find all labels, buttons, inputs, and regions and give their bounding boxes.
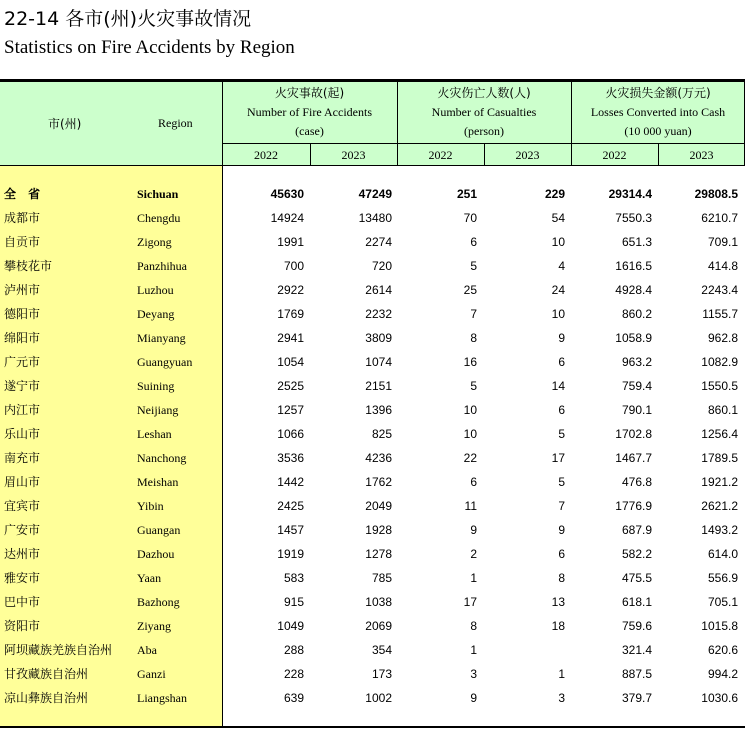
row-value: 1257	[277, 403, 304, 417]
row-city: 凉山彝族自治州	[4, 691, 89, 705]
row-value: 251	[456, 187, 477, 201]
header-region: Region	[158, 116, 193, 130]
row-value: 228	[283, 667, 304, 681]
row-value: 790.1	[621, 403, 652, 417]
table-row	[0, 686, 745, 710]
row-value: 11	[464, 499, 477, 513]
row-value: 414.8	[707, 259, 738, 273]
row-city: 全 省	[4, 187, 45, 201]
row-region: Leshan	[137, 427, 172, 441]
row-value: 17	[551, 451, 565, 465]
row-value: 582.2	[621, 547, 652, 561]
row-value: 1074	[365, 355, 392, 369]
row-value: 3536	[277, 451, 304, 465]
row-value: 13	[551, 595, 565, 609]
row-region: Luzhou	[137, 283, 174, 297]
row-value: 2151	[365, 379, 392, 393]
row-region: Zigong	[137, 235, 172, 249]
row-value: 7	[558, 499, 565, 513]
row-value: 3809	[365, 331, 392, 345]
row-city: 雅安市	[4, 571, 41, 585]
row-value: 1789.5	[701, 451, 738, 465]
table-row	[0, 494, 745, 518]
row-value: 10	[551, 307, 565, 321]
row-city: 德阳市	[4, 307, 41, 321]
row-value: 1058.9	[615, 331, 652, 345]
row-value: 379.7	[621, 691, 652, 705]
row-value: 13480	[358, 211, 392, 225]
row-value: 1082.9	[701, 355, 738, 369]
row-value: 25	[463, 283, 477, 297]
row-value: 6	[558, 547, 565, 561]
row-value: 915	[283, 595, 304, 609]
grid-line	[222, 143, 745, 144]
row-region: Bazhong	[137, 595, 180, 609]
row-value: 2049	[365, 499, 392, 513]
row-city: 内江市	[4, 403, 41, 417]
row-value: 173	[371, 667, 392, 681]
table-row	[0, 542, 745, 566]
row-value: 229	[544, 187, 565, 201]
group-en: Losses Converted into Cash	[590, 105, 726, 119]
group-cn: 火灾伤亡人数(人)	[437, 86, 531, 100]
row-value: 5	[470, 259, 477, 273]
row-value: 22	[463, 451, 477, 465]
row-city: 成都市	[4, 211, 41, 225]
row-value: 321.4	[621, 643, 652, 657]
table-row	[0, 230, 745, 254]
year-header: 2022	[254, 148, 278, 162]
row-value: 2	[470, 547, 477, 561]
row-value: 759.6	[621, 619, 652, 633]
year-header: 2023	[341, 148, 366, 162]
row-region: Nanchong	[137, 451, 187, 465]
row-value: 18	[551, 619, 565, 633]
row-value: 1	[558, 667, 565, 681]
row-region: Mianyang	[137, 331, 186, 345]
table-title-cn: 22-14 各市(州)火灾事故情况	[4, 8, 252, 30]
row-city: 自贡市	[4, 235, 41, 249]
row-value: 1066	[277, 427, 304, 441]
grid-line	[397, 82, 398, 166]
row-value: 2274	[365, 235, 392, 249]
row-city: 绵阳市	[4, 331, 41, 345]
row-value: 1550.5	[701, 379, 738, 393]
row-value: 1002	[365, 691, 392, 705]
table-row	[0, 446, 745, 470]
row-value: 9	[470, 691, 477, 705]
row-value: 1	[470, 643, 477, 657]
bottom-rule	[0, 726, 745, 728]
row-value: 5	[558, 427, 565, 441]
row-city: 攀枝花市	[4, 259, 53, 273]
row-city: 甘孜藏族自治州	[4, 667, 89, 681]
row-value: 1442	[277, 475, 304, 489]
row-city: 宜宾市	[4, 499, 41, 513]
row-value: 1396	[365, 403, 392, 417]
row-value: 700	[283, 259, 304, 273]
row-value: 2243.4	[701, 283, 738, 297]
row-value: 1769	[277, 307, 304, 321]
row-value: 1616.5	[615, 259, 652, 273]
table-row	[0, 254, 745, 278]
row-value: 1991	[277, 235, 304, 249]
table-row	[0, 374, 745, 398]
row-value: 16	[463, 355, 477, 369]
row-value: 620.6	[707, 643, 738, 657]
row-value: 14924	[270, 211, 304, 225]
row-city: 眉山市	[4, 475, 41, 489]
row-value: 1	[470, 571, 477, 585]
row-value: 687.9	[621, 523, 652, 537]
group-header-losses	[571, 84, 745, 141]
row-region: Panzhihua	[137, 259, 187, 273]
row-value: 1278	[365, 547, 392, 561]
group-cn: 火灾事故(起)	[274, 86, 345, 100]
row-city: 资阳市	[4, 619, 41, 633]
row-value: 1919	[277, 547, 304, 561]
row-value: 10	[551, 235, 565, 249]
row-value: 9	[558, 331, 565, 345]
row-region: Yibin	[137, 499, 164, 513]
table-row	[0, 302, 745, 326]
row-value: 6	[470, 475, 477, 489]
row-value: 1762	[365, 475, 392, 489]
table-row	[0, 662, 745, 686]
row-value: 9	[470, 523, 477, 537]
row-value: 887.5	[621, 667, 652, 681]
group-cn: 火灾损失金额(万元)	[605, 86, 711, 100]
group-unit: (10 000 yuan)	[624, 124, 692, 138]
year-header: 2023	[515, 148, 540, 162]
row-city: 广安市	[4, 523, 41, 537]
row-value: 651.3	[621, 235, 652, 249]
row-city: 乐山市	[4, 427, 41, 441]
row-value: 6	[470, 235, 477, 249]
row-city: 广元市	[4, 355, 41, 369]
row-value: 1467.7	[615, 451, 652, 465]
row-value: 3	[470, 667, 477, 681]
row-value: 614.0	[707, 547, 738, 561]
row-value: 47249	[358, 187, 392, 201]
row-value: 10	[463, 427, 477, 441]
row-value: 1928	[365, 523, 392, 537]
row-value: 705.1	[707, 595, 738, 609]
year-header: 2022	[428, 148, 453, 162]
row-value: 288	[283, 643, 304, 657]
table-row	[0, 638, 745, 662]
row-region: Chengdu	[137, 211, 181, 225]
row-value: 7550.3	[615, 211, 652, 225]
row-value: 17	[463, 595, 477, 609]
row-value: 785	[371, 571, 392, 585]
table-row	[0, 470, 745, 494]
row-city: 遂宁市	[4, 379, 41, 393]
row-value: 1054	[277, 355, 304, 369]
row-value: 6	[558, 355, 565, 369]
grid-line	[222, 82, 223, 166]
row-value: 556.9	[707, 571, 738, 585]
row-value: 618.1	[621, 595, 652, 609]
table-title-en: Statistics on Fire Accidents by Region	[4, 37, 295, 58]
row-value: 962.8	[707, 331, 738, 345]
table-row-total	[0, 182, 745, 206]
row-value: 1493.2	[701, 523, 738, 537]
row-city: 阿坝藏族羌族自治州	[4, 643, 113, 657]
row-region: Aba	[137, 643, 157, 657]
row-region: Guangyuan	[137, 355, 193, 369]
table-row	[0, 566, 745, 590]
row-value: 2621.2	[701, 499, 738, 513]
table-row	[0, 398, 745, 422]
row-value: 8	[470, 619, 477, 633]
row-value: 1030.6	[701, 691, 738, 705]
row-value: 4928.4	[615, 283, 652, 297]
row-value: 860.2	[621, 307, 652, 321]
row-region: Liangshan	[137, 691, 187, 705]
row-value: 2425	[277, 499, 304, 513]
row-value: 963.2	[621, 355, 652, 369]
grid-line	[310, 143, 311, 166]
row-value: 6	[558, 403, 565, 417]
row-value: 2069	[365, 619, 392, 633]
grid-line	[571, 82, 572, 166]
row-value: 14	[551, 379, 565, 393]
row-value: 3	[558, 691, 565, 705]
row-value: 709.1	[707, 235, 738, 249]
year-header: 2023	[689, 148, 714, 162]
row-value: 2922	[277, 283, 304, 297]
row-value: 759.4	[621, 379, 652, 393]
row-value: 5	[470, 379, 477, 393]
table-row	[0, 278, 745, 302]
row-value: 45630	[270, 187, 304, 201]
row-value: 7	[470, 307, 477, 321]
row-value: 5	[558, 475, 565, 489]
row-value: 29314.4	[608, 187, 652, 201]
row-value: 825	[371, 427, 392, 441]
group-en: Number of Casualties	[431, 105, 537, 119]
row-region: Yaan	[137, 571, 162, 585]
row-value: 1049	[277, 619, 304, 633]
group-header-accidents	[222, 84, 397, 141]
group-unit: (case)	[295, 124, 324, 138]
table-row	[0, 422, 745, 446]
row-value: 29808.5	[694, 187, 738, 201]
row-value: 1155.7	[702, 307, 738, 321]
row-city: 达州市	[4, 547, 41, 561]
row-region: Meishan	[137, 475, 179, 489]
row-value: 994.2	[707, 667, 738, 681]
row-value: 24	[551, 283, 565, 297]
row-region: Guangan	[137, 523, 181, 537]
row-value: 476.8	[621, 475, 652, 489]
row-value: 2232	[365, 307, 392, 321]
row-region: Ziyang	[137, 619, 171, 633]
row-region: Dazhou	[137, 547, 175, 561]
row-value: 354	[371, 643, 392, 657]
row-value: 10	[463, 403, 477, 417]
table-row	[0, 614, 745, 638]
group-header-casualties	[397, 84, 571, 141]
row-region: Ganzi	[137, 667, 166, 681]
table-row	[0, 590, 745, 614]
grid-line	[658, 143, 659, 166]
table-row	[0, 206, 745, 230]
row-region: Deyang	[137, 307, 175, 321]
row-value: 1256.4	[701, 427, 738, 441]
row-value: 720	[371, 259, 392, 273]
row-value: 8	[558, 571, 565, 585]
row-value: 860.1	[707, 403, 738, 417]
row-value: 1921.2	[701, 475, 738, 489]
row-value: 4236	[365, 451, 392, 465]
row-value: 9	[558, 523, 565, 537]
row-value: 1776.9	[615, 499, 652, 513]
table-row	[0, 326, 745, 350]
row-value: 475.5	[621, 571, 652, 585]
group-unit: (person)	[464, 124, 504, 138]
row-value: 1038	[365, 595, 392, 609]
row-value: 70	[463, 211, 477, 225]
row-city: 巴中市	[4, 595, 41, 609]
row-value: 2614	[365, 283, 392, 297]
row-value: 1457	[277, 523, 304, 537]
year-header: 2022	[602, 148, 627, 162]
row-value: 1702.8	[615, 427, 652, 441]
row-region: Neijiang	[137, 403, 179, 417]
row-value: 4	[558, 259, 565, 273]
row-value: 583	[283, 571, 304, 585]
row-value: 2941	[277, 331, 304, 345]
grid-line	[484, 143, 485, 166]
table-row	[0, 518, 745, 542]
row-value: 54	[551, 211, 565, 225]
row-value: 1015.8	[701, 619, 738, 633]
group-en: Number of Fire Accidents	[247, 105, 372, 119]
header-city: 市(州)	[48, 117, 82, 131]
row-value: 6210.7	[701, 211, 738, 225]
row-city: 南充市	[4, 451, 41, 465]
row-city: 泸州市	[4, 283, 41, 297]
row-value: 8	[470, 331, 477, 345]
row-region: Sichuan	[137, 187, 179, 201]
row-value: 639	[283, 691, 304, 705]
row-value: 2525	[277, 379, 304, 393]
row-region: Suining	[137, 379, 175, 393]
table-row	[0, 350, 745, 374]
